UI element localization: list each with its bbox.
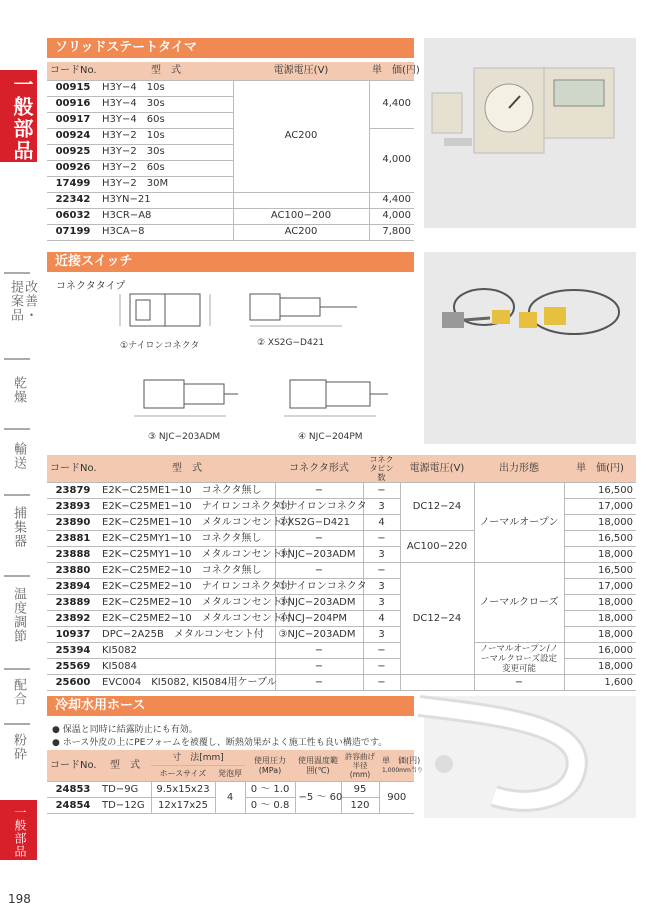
cell-pins: − [363,675,400,691]
table-row [47,643,636,659]
hose-product-photo [424,696,636,818]
table-row [47,208,414,224]
timer-product-photo [424,38,636,228]
cell-model: E2K−C25ME2−10 コネクタ無し [99,563,275,579]
cell-connector: ④NCJ−204PM [275,611,363,627]
side-tab-label: 輸送 [11,442,26,470]
col-header-connector: コネクタ形式 [275,455,363,483]
cell-connector: ③NJC−203ADM [275,547,363,563]
cell-hose-size: 12x17x25 [151,798,215,814]
cell-price: 16,500 [564,483,636,499]
page-number: 198 [8,892,31,906]
cell-price: 4,000 [369,208,414,224]
table-row [47,224,414,240]
hose-photo-illustration [424,696,636,818]
drawing-nylon-connector [110,286,220,338]
cell-code: 25394 [47,643,99,659]
cell-code: 10937 [47,627,99,643]
cell-code: 24854 [47,798,99,814]
cell-model: H3Y−2 60s [99,160,233,176]
cell-code: 25600 [47,675,99,691]
prox-photo-illustration [424,252,636,444]
cell-model: H3YN−21 [99,192,233,208]
section-title-hose: 冷却水用ホース [47,696,414,716]
price-header-label: 単 価(円) [382,755,421,765]
cell-output: ノーマルクローズ [474,563,564,643]
cell-pins: − [363,483,400,499]
cell-model: TD−12G [99,798,151,814]
col-header-pressure: 使用圧力(MPa) [245,750,295,782]
cell-price: 17,000 [564,579,636,595]
side-tab-transport[interactable] [0,428,36,478]
price-header-sub: 1,000mm当り [382,766,423,774]
col-header-foam: 発泡厚 [215,766,245,782]
cell-code: 23889 [47,595,99,611]
side-tab-general-parts-bottom[interactable] [0,800,37,860]
col-header-voltage: 電源電圧(V) [400,455,474,483]
table-row [47,483,636,499]
cell-model: EVC004 KI5082, KI5084用ケーブル [99,675,275,691]
side-tab-label: 一般部品 [10,74,34,162]
cell-price: 18,000 [564,611,636,627]
cell-connector: − [275,483,363,499]
cell-voltage: AC200 [233,80,369,192]
cell-model: E2K−C25ME2−10 ナイロンコネクタ付 [99,579,275,595]
col-header-output: 出力形態 [474,455,564,483]
cell-connector: ③NJC−203ADM [275,595,363,611]
side-tab-label: 乾燥 [11,376,26,404]
cell-code: 17499 [47,176,99,192]
col-header-temp: 使用温度範囲(℃) [295,750,341,782]
cell-price: 4,400 [369,192,414,208]
cell-temp: −5 〜 60 [295,782,341,814]
cell-pressure: 0 〜 0.8 [245,798,295,814]
cell-code: 00917 [47,112,99,128]
cell-code: 00924 [47,128,99,144]
cell-model: E2K−C25ME1−10 メタルコンセント付 [99,515,275,531]
cell-code: 00915 [47,80,99,96]
cell-connector: ③NJC−203ADM [275,627,363,643]
cell-price: 900 [379,782,414,814]
hose-note-2: ● ホース外皮の上にPEフォームを被覆し、断熱効果がよく施工性も良い構造です。 [52,738,388,748]
cell-connector: ①ナイロンコネクタ [275,499,363,515]
cell-connector: ②XS2G−D421 [275,515,363,531]
cell-connector: − [275,531,363,547]
cell-code: 23892 [47,611,99,627]
cell-model: KI5084 [99,659,275,675]
hose-note-1: ● 保温と同時に結露防止にも有効。 [52,725,198,735]
cell-output: ノーマルオープン/ノーマルクローズ設定変更可能 [474,643,564,675]
cell-connector: ①ナイロンコネクタ [275,579,363,595]
side-tab-improvement[interactable] [0,272,36,332]
cell-price: 4,400 [369,80,414,128]
cell-voltage: DC12−24 [400,563,474,675]
side-tab-label: 配合 [11,678,26,706]
col-header-model: 型 式 [99,455,275,483]
cell-pins: 3 [363,595,400,611]
cell-price: 16,500 [564,563,636,579]
cell-pins: 3 [363,627,400,643]
col-header-price: 単 価(円) [564,455,636,483]
cell-code: 23894 [47,579,99,595]
cell-code: 07199 [47,224,99,240]
col-header-hose-size: ホースサイズ [151,766,215,782]
cell-model: TD−9G [99,782,151,798]
cell-model: H3Y−4 60s [99,112,233,128]
section-title-timer: ソリッドステートタイマ [47,38,414,58]
drawing-njc-204pm [280,366,390,424]
cell-pins: − [363,531,400,547]
col-header-dims: 寸 法[mm] [151,750,245,766]
cell-connector: − [275,659,363,675]
cell-pins: − [363,563,400,579]
table-row [47,563,636,579]
cell-hose-size: 9.5x15x23 [151,782,215,798]
side-tab-drying[interactable] [0,358,36,408]
cell-price: 16,500 [564,531,636,547]
prox-table [47,455,636,691]
cell-price: 18,000 [564,547,636,563]
cell-model: H3Y−4 10s [99,80,233,96]
col-header-pins: コネクタピン数 [363,455,400,483]
timer-table [47,62,420,241]
cell-connector: − [275,563,363,579]
cell-model: H3Y−4 30s [99,96,233,112]
cell-model: E2K−C25MY1−10 メタルコンセント付 [99,547,275,563]
cell-model: H3CA−8 [99,224,233,240]
side-tab-label: 温度調節 [11,587,26,643]
cell-model: DPC−2A25B メタルコンセント付 [99,627,275,643]
cell-output: ノーマルオープン [474,483,564,563]
table-row [47,80,414,96]
side-tab-mixing[interactable] [0,668,36,718]
cell-code: 00926 [47,160,99,176]
cell-bend: 95 [341,782,379,798]
cell-model: H3Y−2 10s [99,128,233,144]
cell-pins: 3 [363,499,400,515]
side-tab-temperature[interactable] [0,575,36,655]
drawing-njc-203adm [130,366,240,424]
cell-price: 18,000 [564,595,636,611]
cell-pins: 3 [363,579,400,595]
timer-photo-illustration [424,38,636,228]
cell-voltage: AC100−220 [400,531,474,563]
col-header-voltage: 電源電圧(V) [233,62,369,80]
cell-pins: 3 [363,547,400,563]
cell-model: E2K−C25ME1−10 コネクタ無し [99,483,275,499]
cell-connector: − [275,643,363,659]
cell-model: E2K−C25ME1−10 ナイロンコネクタ付 [99,499,275,515]
cell-model: KI5082 [99,643,275,659]
col-header-price: 単 価(円) [369,62,414,80]
cell-price: 4,000 [369,128,414,192]
cell-voltage: AC100−200 [233,208,369,224]
side-tab-label: 改善・提案品 [8,280,37,322]
col-header-code: コードNo. [47,455,99,483]
cell-price: 18,000 [564,515,636,531]
cell-output: − [474,675,564,691]
cell-pressure: 0 〜 1.0 [245,782,295,798]
cell-model: H3CR−A8 [99,208,233,224]
caption-xs2g-d421: ② XS2G−D421 [257,338,325,348]
cell-pins: 4 [363,611,400,627]
cell-code: 06032 [47,208,99,224]
cell-code: 22342 [47,192,99,208]
cell-code: 23888 [47,547,99,563]
col-header-code: コードNo. [47,62,99,80]
col-header-code: コードNo. [47,750,99,782]
cell-price: 18,000 [564,627,636,643]
cell-pins: − [363,643,400,659]
cell-code: 23880 [47,563,99,579]
side-tab-collector[interactable] [0,494,36,554]
hose-table [47,750,423,814]
side-tab-crushing[interactable] [0,723,36,773]
side-tab-label: 捕集器 [11,506,26,548]
cell-connector: − [275,675,363,691]
cell-price: 7,800 [369,224,414,240]
cell-code: 23890 [47,515,99,531]
cell-pins: 4 [363,515,400,531]
cell-bend: 120 [341,798,379,814]
cell-price: 1,600 [564,675,636,691]
cell-model: H3Y−2 30s [99,144,233,160]
caption-njc-203adm: ③ NJC−203ADM [148,432,221,442]
cell-price: 18,000 [564,659,636,675]
col-header-price [379,750,423,782]
cell-pins: − [363,659,400,675]
cell-price: 17,000 [564,499,636,515]
connector-type-label: コネクタタイプ [56,281,126,292]
drawing-xs2g-d421 [232,282,362,332]
cell-foam: 4 [215,782,245,814]
col-header-bend: 許容曲げ半径(mm) [341,750,379,782]
cell-code: 00925 [47,144,99,160]
cell-code: 24853 [47,782,99,798]
cell-voltage: DC12−24 [400,483,474,531]
side-tab-label: 一般部品 [13,806,27,858]
cell-voltage: AC200 [233,224,369,240]
prox-product-photo [424,252,636,444]
side-tab-general-parts[interactable] [0,70,37,162]
col-header-model: 型 式 [99,62,233,80]
table-row [47,782,414,798]
table-row [47,675,636,691]
cell-model: E2K−C25MY1−10 コネクタ無し [99,531,275,547]
caption-nylon-connector: ①ナイロンコネクタ [120,341,200,351]
cell-code: 23881 [47,531,99,547]
cell-code: 00916 [47,96,99,112]
cell-model: E2K−C25ME2−10 メタルコンセント付 [99,611,275,627]
caption-njc-204pm: ④ NJC−204PM [298,432,363,442]
col-header-model: 型 式 [99,750,151,782]
cell-code: 23879 [47,483,99,499]
table-row [47,192,414,208]
section-title-prox: 近接スイッチ [47,252,414,272]
cell-model: E2K−C25ME2−10 メタルコンセント付 [99,595,275,611]
cell-code: 25569 [47,659,99,675]
cell-code: 23893 [47,499,99,515]
cell-price: 16,000 [564,643,636,659]
cell-model: H3Y−2 30M [99,176,233,192]
side-tab-label: 粉砕 [11,733,26,761]
